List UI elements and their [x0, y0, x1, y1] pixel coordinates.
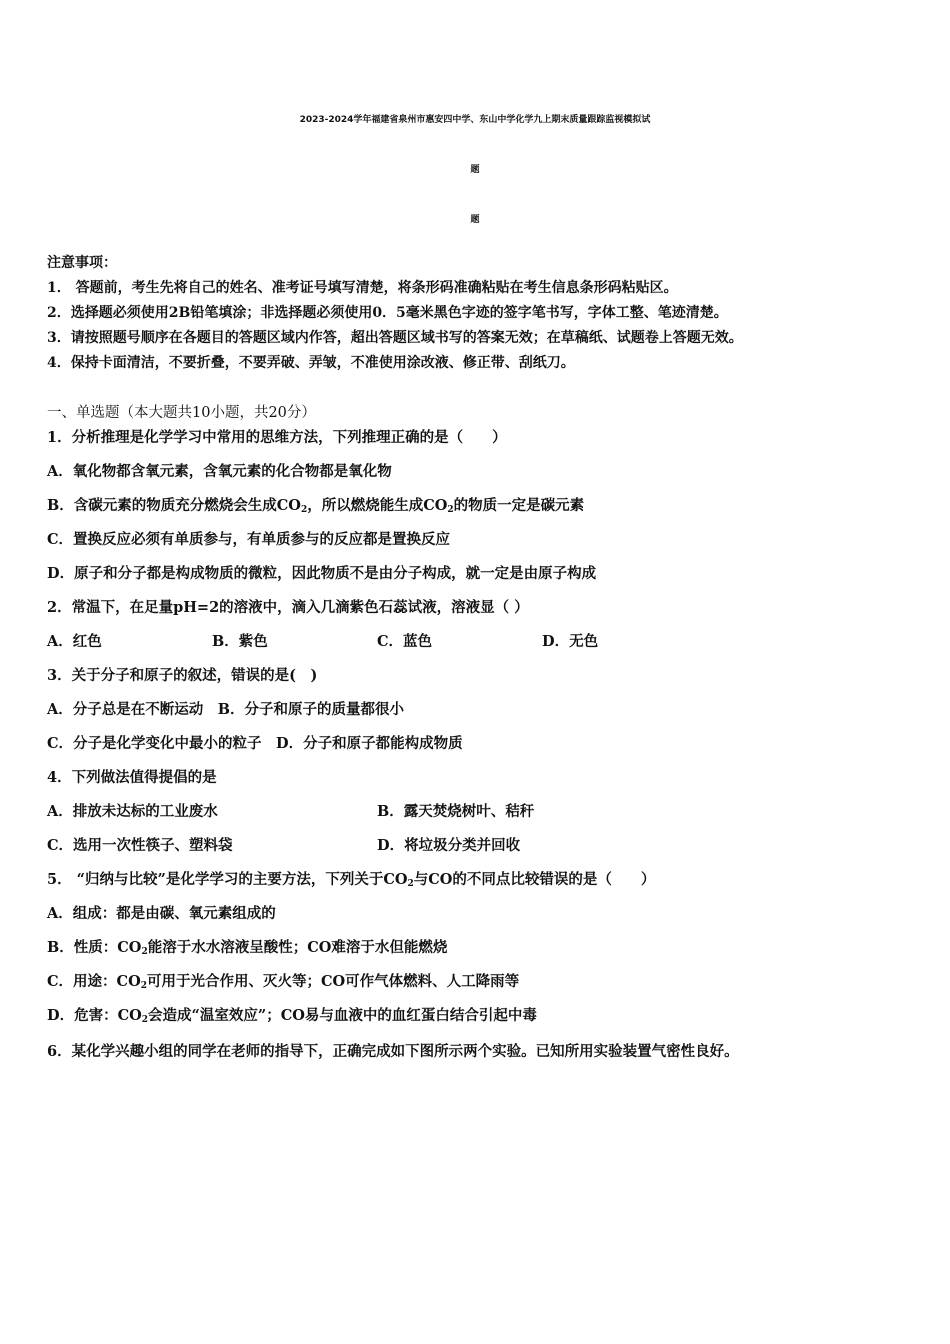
- question-4-option-b: B．露天焚烧树叶、秸秆: [377, 803, 535, 820]
- question-5-option-c: C．用途：$CO_2$可用于光合作用、灭火等；CO可作气体燃料、人工降雨等: [47, 973, 520, 991]
- question-1-option-d: D．原子和分子都是构成物质的微粒，因此物质不是由分子构成，就一定是由原子构成: [47, 565, 597, 582]
- question-5-option-b: B．性质：$CO_2$能溶于水水溶液呈酸性；CO难溶于水但能燃烧: [47, 939, 448, 957]
- exam-title: 2023-2024学年福建省泉州市惠安四中学、东山中学化学九上期末质量跟踪监视模拟试: [299, 115, 651, 125]
- question-4-option-a: A．排放未达标的工业废水: [47, 803, 218, 820]
- notice-item-2: 2．选择题必须使用2B铅笔填涂；非选择题必须使用0．5毫米黑色字迹的签字笔书写，字体工整、笔迹清楚。: [47, 305, 728, 321]
- question-4-option-d: D．将垃圾分类并回收: [377, 837, 521, 854]
- question-4-option-c: C．选用一次性筷子、塑料袋: [47, 837, 233, 854]
- notice-item-3: 3．请按照题号顺序在各题目的答题区域内作答，超出答题区域书写的答案无效；在草稿纸、试题卷上答题无效。: [47, 330, 743, 346]
- notice-heading: 注意事项：: [47, 255, 117, 271]
- question-1-option-c: C．置换反应必须有单质参与，有单质参与的反应都是置换反应: [47, 531, 451, 548]
- question-3-stem: 3．关于分子和原子的叙述，错误的是( ): [47, 667, 318, 684]
- question-2-option-b: B．紫色: [212, 633, 268, 650]
- question-2-option-c: C．蓝色: [377, 633, 433, 650]
- question-5-option-d: D．危害：$CO_2$会造成“温室效应”；CO易与血液中的血红蛋白结合引起中毒: [47, 1007, 537, 1025]
- question-3-options-ab: A．分子总是在不断运动 B．分子和原子的质量都很小: [47, 701, 405, 718]
- question-2-option-d: D．无色: [542, 633, 599, 650]
- question-5-option-a: A．组成：都是由碳、氧元素组成的: [47, 905, 276, 922]
- exam-title-repeat: 题: [470, 215, 480, 225]
- question-3-options-cd: C．分子是化学变化中最小的粒子 D．分子和原子都能构成物质: [47, 735, 463, 752]
- question-4-stem: 4．下列做法值得提倡的是: [47, 769, 217, 786]
- question-5-stem: 5． “归纳与比较”是化学学习的主要方法，下列关于$CO_2$与CO的不同点比较错误的是（ ）: [47, 871, 656, 889]
- question-1-stem: 1．分析推理是化学学习中常用的思维方法，下列推理正确的是（ ）: [47, 429, 507, 446]
- question-2-option-a: A．红色: [47, 633, 102, 650]
- section-heading: 一、单选题（本大题共10小题，共20分）: [47, 405, 316, 421]
- notice-item-1: 1． 答题前，考生先将自己的姓名、准考证号填写清楚，将条形码准确粘贴在考生信息条形码粘贴区。: [47, 280, 678, 296]
- exam-title-continued: 题: [470, 165, 480, 175]
- question-1-option-a: A．氧化物都含氧元素，含氧元素的化合物都是氧化物: [47, 463, 392, 480]
- notice-item-4: 4．保持卡面清洁，不要折叠，不要弄破、弄皱，不准使用涂改液、修正带、刮纸刀。: [47, 355, 575, 371]
- question-6-stem: 6．某化学兴趣小组的同学在老师的指导下，正确完成如下图所示两个实验。已知所用实验装置气密性良好。: [47, 1043, 739, 1060]
- question-1-option-b: B．含碳元素的物质充分燃烧会生成$CO_2$，所以燃烧能生成$CO_2$的物质一定是碳元素: [47, 497, 585, 515]
- question-2-stem: 2．常温下，在足量pH=2的溶液中，滴入几滴紫色石蕊试液，溶液显（ ）: [47, 599, 529, 616]
